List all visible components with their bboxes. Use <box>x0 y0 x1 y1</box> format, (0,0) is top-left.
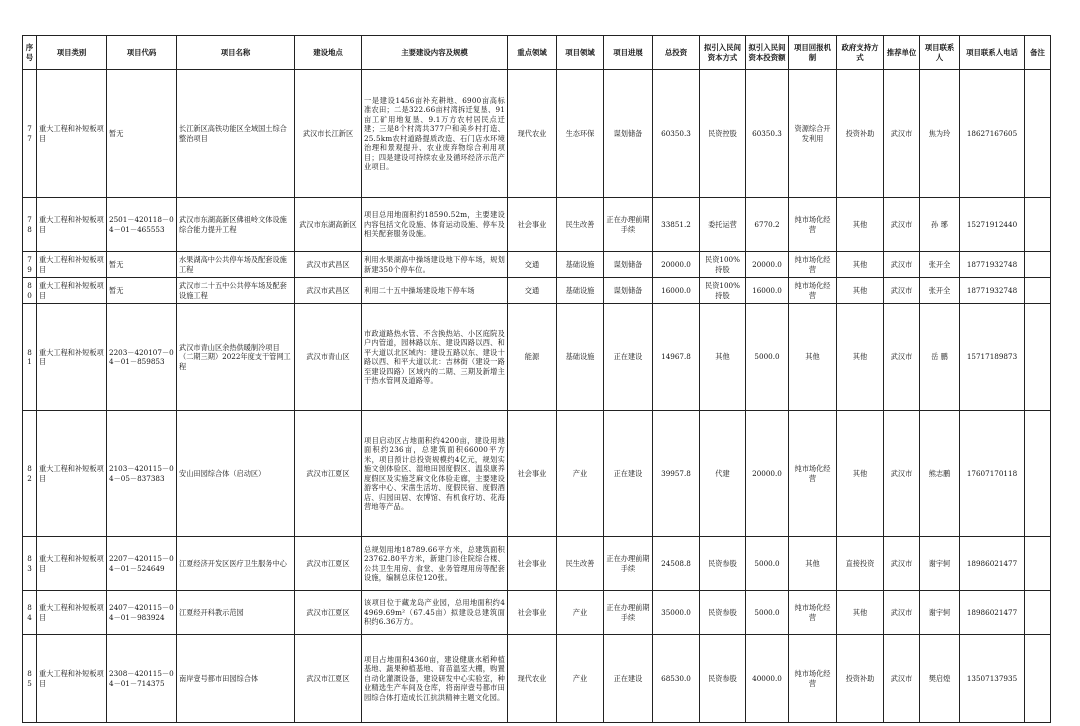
cell-content: 项目启动区占地面积约4200亩，建设用地面积约236亩，总建筑面积66000平方米，项目预计总投资规模约4亿元，规划实施文创体验区、湿地田园度假区、温泉康养度假区及实施芝麻文化体验走廊，主要建设游客中心、宋凿生活坊、度假民宿、度假酒店、归园田居、农博馆、有机食疗坊、花海营地等产品。 <box>362 411 508 537</box>
header-field: 项目领域 <box>557 36 604 70</box>
cell-remark <box>1025 70 1051 198</box>
cell-gov-support: 投资补助 <box>837 635 884 723</box>
project-table-sheet <box>22 35 1050 723</box>
cell-seq: 77 <box>23 70 37 198</box>
cell-category: 重大工程和补短板项目 <box>37 252 107 278</box>
cell-name: 武汉市东湖高新区佛祖岭文体设施综合能力提升工程 <box>177 198 295 252</box>
cell-remark <box>1025 278 1051 304</box>
cell-total: 20000.0 <box>653 252 700 278</box>
cell-total: 33851.2 <box>653 198 700 252</box>
cell-private-method: 代建 <box>700 411 746 537</box>
table-header-row <box>23 36 1051 70</box>
cell-code: 2207－420115－04－01－524649 <box>107 537 177 591</box>
header-phone: 项目联系人电话 <box>960 36 1025 70</box>
cell-private-amount: 40000.0 <box>746 635 789 723</box>
cell-return: 纯市场化经营 <box>789 278 837 304</box>
cell-key-field: 交通 <box>508 252 557 278</box>
cell-field: 产业 <box>557 635 604 723</box>
cell-seq: 78 <box>23 198 37 252</box>
cell-unit: 武汉市 <box>884 252 920 278</box>
cell-phone: 18986021477 <box>960 591 1025 635</box>
cell-category: 重大工程和补短板项目 <box>37 411 107 537</box>
cell-return: 其他 <box>789 537 837 591</box>
cell-field: 基础设施 <box>557 252 604 278</box>
cell-field: 产业 <box>557 591 604 635</box>
cell-unit: 武汉市 <box>884 198 920 252</box>
cell-progress: 正在办理前期手续 <box>604 537 653 591</box>
cell-location: 武汉市东湖高新区 <box>295 198 362 252</box>
table-row <box>23 591 1051 635</box>
cell-progress: 谋划储备 <box>604 278 653 304</box>
cell-category: 重大工程和补短板项目 <box>37 537 107 591</box>
table-row <box>23 198 1051 252</box>
cell-contact: 谢宇轲 <box>920 591 960 635</box>
cell-location: 武汉市江夏区 <box>295 635 362 723</box>
cell-private-method: 民资控股 <box>700 70 746 198</box>
cell-key-field: 社会事业 <box>508 591 557 635</box>
cell-key-field: 社会事业 <box>508 198 557 252</box>
cell-seq: 83 <box>23 537 37 591</box>
cell-seq: 84 <box>23 591 37 635</box>
cell-contact: 张开全 <box>920 278 960 304</box>
cell-contact: 熊志鹏 <box>920 411 960 537</box>
cell-category: 重大工程和补短板项目 <box>37 591 107 635</box>
cell-phone: 18627167605 <box>960 70 1025 198</box>
cell-content: 项目总用地面积约18590.52m，主要建设内容包括文化设施、体育运动设施、停车及相关配套服务设施。 <box>362 198 508 252</box>
cell-gov-support: 其他 <box>837 591 884 635</box>
cell-category: 重大工程和补短板项目 <box>37 635 107 723</box>
header-key-field: 重点领域 <box>508 36 557 70</box>
cell-total: 14967.8 <box>653 304 700 411</box>
cell-seq: 80 <box>23 278 37 304</box>
cell-progress: 正在办理前期手续 <box>604 591 653 635</box>
cell-key-field: 现代农业 <box>508 635 557 723</box>
cell-progress: 正在建设 <box>604 635 653 723</box>
cell-phone: 17607170118 <box>960 411 1025 537</box>
cell-category: 重大工程和补短板项目 <box>37 304 107 411</box>
cell-gov-support: 其他 <box>837 278 884 304</box>
cell-gov-support: 其他 <box>837 304 884 411</box>
table-row <box>23 278 1051 304</box>
cell-progress: 谋划储备 <box>604 70 653 198</box>
cell-private-amount: 60350.3 <box>746 70 789 198</box>
cell-code: 暂无 <box>107 70 177 198</box>
cell-gov-support: 直接投资 <box>837 537 884 591</box>
cell-total: 24508.8 <box>653 537 700 591</box>
cell-field: 生态环保 <box>557 70 604 198</box>
cell-key-field: 社会事业 <box>508 537 557 591</box>
cell-name: 武汉市青山区余热供暖制冷项目（二期三期）2022年度支干管网工程 <box>177 304 295 411</box>
cell-total: 68530.0 <box>653 635 700 723</box>
cell-private-method: 委托运营 <box>700 198 746 252</box>
cell-category: 重大工程和补短板项目 <box>37 278 107 304</box>
cell-code: 2407－420115－04－01－983924 <box>107 591 177 635</box>
cell-name: 江夏经开科教示范园 <box>177 591 295 635</box>
table-row <box>23 537 1051 591</box>
cell-remark <box>1025 635 1051 723</box>
cell-private-amount: 5000.0 <box>746 537 789 591</box>
cell-private-method: 民资参股 <box>700 591 746 635</box>
cell-progress: 正在建设 <box>604 411 653 537</box>
cell-remark <box>1025 304 1051 411</box>
cell-total: 35000.0 <box>653 591 700 635</box>
cell-code: 暂无 <box>107 278 177 304</box>
header-category: 项目类别 <box>37 36 107 70</box>
cell-name: 长江新区高铁功能区全域国土综合整治项目 <box>177 70 295 198</box>
header-gov-support: 政府支持方式 <box>837 36 884 70</box>
cell-private-amount: 5000.0 <box>746 304 789 411</box>
cell-gov-support: 其他 <box>837 252 884 278</box>
cell-field: 民生改善 <box>557 198 604 252</box>
cell-location: 武汉市青山区 <box>295 304 362 411</box>
cell-key-field: 交通 <box>508 278 557 304</box>
cell-private-method: 民资100%持股 <box>700 252 746 278</box>
cell-name: 武汉市二十五中公共停车场及配套设施工程 <box>177 278 295 304</box>
header-private-amount: 拟引入民间资本投资额 <box>746 36 789 70</box>
cell-return: 纯市场化经营 <box>789 635 837 723</box>
table-row <box>23 304 1051 411</box>
cell-content: 利用水果湖高中操场建设地下停车场，规划新建350个停车位。 <box>362 252 508 278</box>
header-unit: 推荐单位 <box>884 36 920 70</box>
cell-category: 重大工程和补短板项目 <box>37 198 107 252</box>
cell-code: 2103－420115－04－05－837383 <box>107 411 177 537</box>
header-contact: 项目联系人 <box>920 36 960 70</box>
cell-private-method: 民资参股 <box>700 537 746 591</box>
cell-field: 基础设施 <box>557 278 604 304</box>
cell-unit: 武汉市 <box>884 591 920 635</box>
cell-contact: 谢宇轲 <box>920 537 960 591</box>
cell-total: 39957.8 <box>653 411 700 537</box>
cell-field: 产业 <box>557 411 604 537</box>
cell-unit: 武汉市 <box>884 304 920 411</box>
cell-content: 市政道路热水管、不含换热站、小区庭院及户内管道，园林路以东、建设四路以西、和平大道以北区域内：建设五路以东、建设十路以西、和平大道以北：吉林街（建设一路至建设四路）区域内的二期、三期及新增主干热水管网及道路等。 <box>362 304 508 411</box>
cell-remark <box>1025 252 1051 278</box>
cell-contact: 樊启煌 <box>920 635 960 723</box>
cell-private-amount: 20000.0 <box>746 252 789 278</box>
cell-seq: 85 <box>23 635 37 723</box>
cell-key-field: 社会事业 <box>508 411 557 537</box>
cell-code: 2308－420115－04－01－714375 <box>107 635 177 723</box>
cell-phone: 15717189873 <box>960 304 1025 411</box>
cell-remark <box>1025 198 1051 252</box>
cell-unit: 武汉市 <box>884 70 920 198</box>
cell-return: 其他 <box>789 304 837 411</box>
cell-contact: 岳 鹏 <box>920 304 960 411</box>
cell-content: 该项目位于藏龙岛产业园，总用地面积约44969.69m²（67.45亩）拟建设总建筑面积约6.36万方。 <box>362 591 508 635</box>
cell-phone: 15271912440 <box>960 198 1025 252</box>
cell-unit: 武汉市 <box>884 411 920 537</box>
cell-key-field: 能源 <box>508 304 557 411</box>
cell-gov-support: 投资补助 <box>837 70 884 198</box>
cell-location: 武汉市江夏区 <box>295 591 362 635</box>
header-private-method: 拟引入民间资本方式 <box>700 36 746 70</box>
cell-private-amount: 6770.2 <box>746 198 789 252</box>
table-row <box>23 70 1051 198</box>
cell-gov-support: 其他 <box>837 198 884 252</box>
cell-content: 总规划用地18789.66平方米，总建筑面积23762.80平方米，新建门诊住院综合楼、公共卫生用房、食堂、业务管理用房等配套设施，编制总床位120张。 <box>362 537 508 591</box>
header-content: 主要建设内容及规模 <box>362 36 508 70</box>
cell-private-method: 其他 <box>700 304 746 411</box>
cell-phone: 13507137935 <box>960 635 1025 723</box>
cell-field: 民生改善 <box>557 537 604 591</box>
cell-content: 利用二十五中操场建设地下停车场 <box>362 278 508 304</box>
cell-phone: 18986021477 <box>960 537 1025 591</box>
cell-content: 项目占地面积4360亩，建设健康水稻种植基地、蔬果种植基地、育苗温室大棚，购置自动化灌溉设备，建设研发中心实验室，种业精选生产车间及仓库，将南岸壹号都市田园综合体打造成长江抗洪精神主题文化园。 <box>362 635 508 723</box>
cell-location: 武汉市江夏区 <box>295 537 362 591</box>
cell-return: 资源综合开发利用 <box>789 70 837 198</box>
cell-location: 武汉市武昌区 <box>295 252 362 278</box>
cell-unit: 武汉市 <box>884 278 920 304</box>
cell-return: 纯市场化经营 <box>789 591 837 635</box>
cell-remark <box>1025 537 1051 591</box>
cell-code: 2203－420107－04－01－859853 <box>107 304 177 411</box>
cell-remark <box>1025 591 1051 635</box>
cell-unit: 武汉市 <box>884 537 920 591</box>
cell-key-field: 现代农业 <box>508 70 557 198</box>
cell-contact: 孙 琊 <box>920 198 960 252</box>
header-total: 总投资 <box>653 36 700 70</box>
cell-progress: 正在办理前期手续 <box>604 198 653 252</box>
cell-location: 武汉市江夏区 <box>295 411 362 537</box>
cell-private-amount: 5000.0 <box>746 591 789 635</box>
cell-code: 暂无 <box>107 252 177 278</box>
cell-seq: 79 <box>23 252 37 278</box>
cell-gov-support: 其他 <box>837 411 884 537</box>
cell-location: 武汉市长江新区 <box>295 70 362 198</box>
header-return: 项目回报机制 <box>789 36 837 70</box>
cell-seq: 82 <box>23 411 37 537</box>
cell-progress: 谋划储备 <box>604 252 653 278</box>
table-row <box>23 411 1051 537</box>
table-row <box>23 635 1051 723</box>
cell-code: 2501－420118－04－01－465553 <box>107 198 177 252</box>
project-table <box>22 35 1051 723</box>
header-progress: 项目进展 <box>604 36 653 70</box>
cell-private-amount: 20000.0 <box>746 411 789 537</box>
cell-phone: 18771932748 <box>960 252 1025 278</box>
cell-remark <box>1025 411 1051 537</box>
cell-name: 江夏经济开发区医疗卫生服务中心 <box>177 537 295 591</box>
cell-name: 南岸壹号都市田园综合体 <box>177 635 295 723</box>
header-code: 项目代码 <box>107 36 177 70</box>
cell-location: 武汉市武昌区 <box>295 278 362 304</box>
header-seq: 序号 <box>23 36 37 70</box>
table-body <box>23 70 1051 723</box>
cell-total: 16000.0 <box>653 278 700 304</box>
cell-phone: 18771932748 <box>960 278 1025 304</box>
cell-progress: 正在建设 <box>604 304 653 411</box>
cell-category: 重大工程和补短板项目 <box>37 70 107 198</box>
cell-total: 60350.3 <box>653 70 700 198</box>
cell-return: 纯市场化经营 <box>789 252 837 278</box>
cell-seq: 81 <box>23 304 37 411</box>
cell-private-amount: 16000.0 <box>746 278 789 304</box>
header-location: 建设地点 <box>295 36 362 70</box>
cell-name: 水果湖高中公共停车场及配套设施工程 <box>177 252 295 278</box>
cell-content: 一是建设1456亩补充耕地、6900亩高标准农田；二是322.66亩村湾拆迁复垦、91亩工矿用地复垦、9.1万方农村居民点迁建；三是8个村湾共377户和美乡村打造、25.5km农村道路提质改造、石门店水环境治理和景观提升、农业废弃物综合利用项目；四是建设可持续农业及循环经济示范产业项目。 <box>362 70 508 198</box>
table-row <box>23 252 1051 278</box>
cell-private-method: 民资100%持股 <box>700 278 746 304</box>
cell-unit: 武汉市 <box>884 635 920 723</box>
cell-return: 纯市场化经营 <box>789 198 837 252</box>
header-remark: 备注 <box>1025 36 1051 70</box>
cell-contact: 张开全 <box>920 252 960 278</box>
cell-contact: 焦为玲 <box>920 70 960 198</box>
header-name: 项目名称 <box>177 36 295 70</box>
cell-field: 基础设施 <box>557 304 604 411</box>
cell-name: 安山田园综合体（启动区） <box>177 411 295 537</box>
cell-private-method: 民资参股 <box>700 635 746 723</box>
cell-return: 纯市场化经营 <box>789 411 837 537</box>
